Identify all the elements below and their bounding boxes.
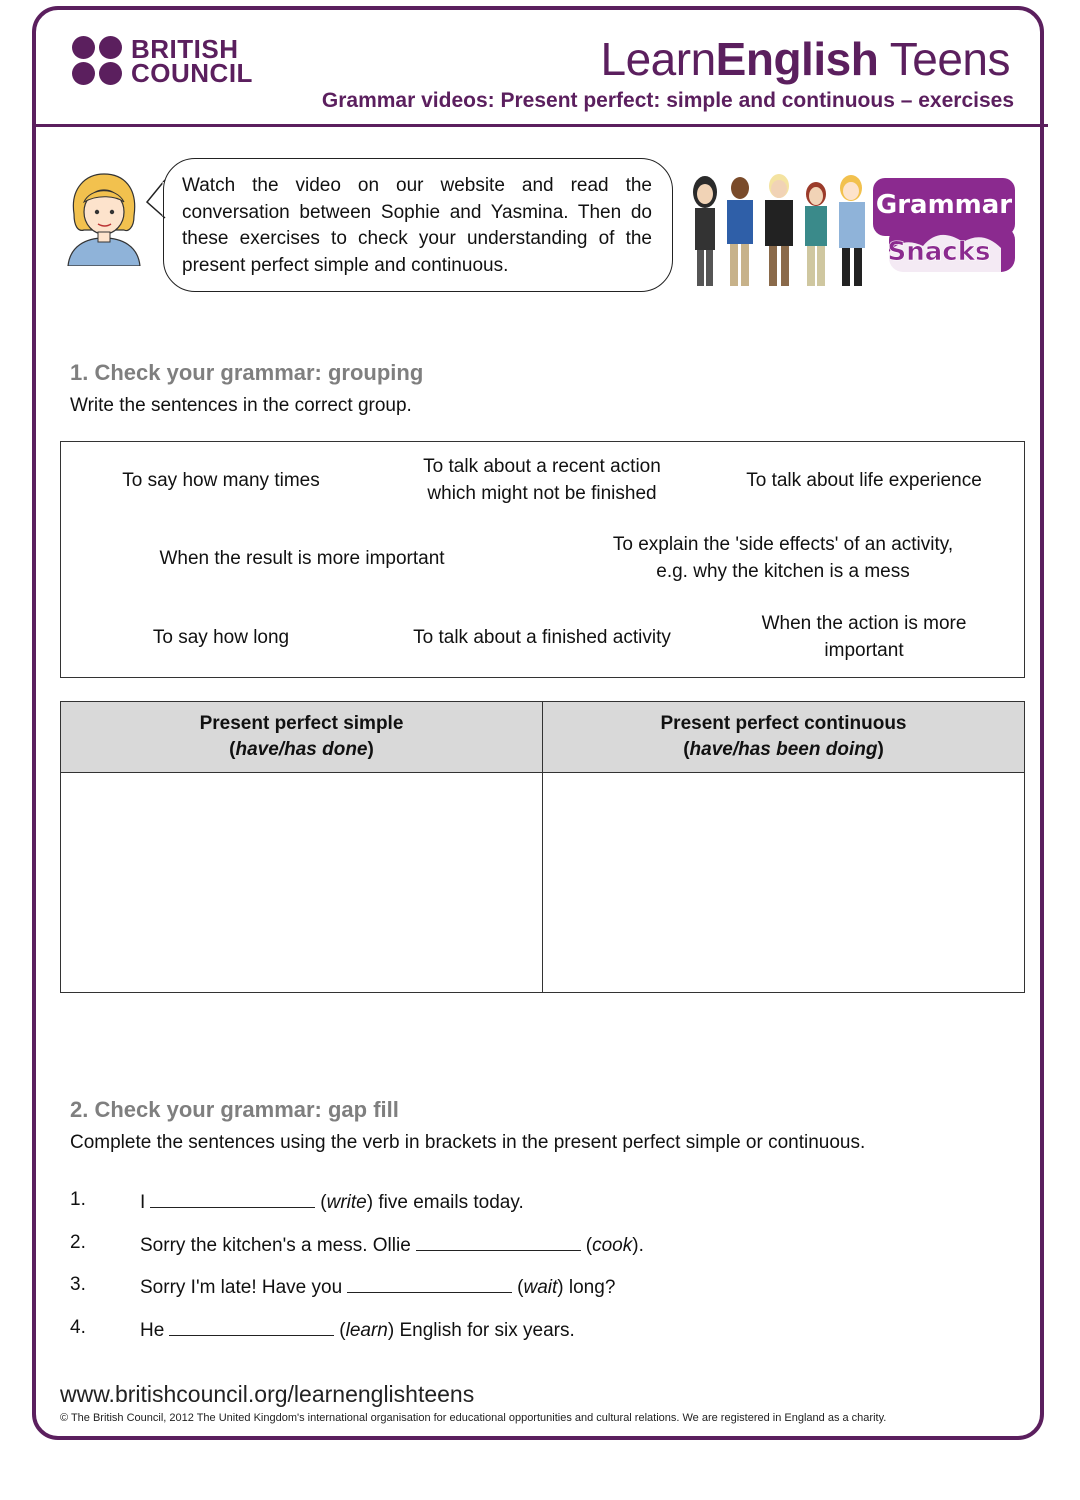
british-council-logo [72,33,253,88]
site-title: LearnEnglish Teens [600,33,1010,85]
answer-blank[interactable] [169,1317,334,1336]
logo-line-1: BRITISH [131,33,239,64]
sentence-item: To say how long [152,627,290,648]
column-header-simple: Present perfect simple (have/has done) [61,702,543,773]
sentence-item: When the action is more important [761,613,967,661]
footer-copyright: © The British Council, 2012 The United Kingdom's international organisation for educational opportunities and cultural relations. We are registered in England as a charity. [60,1412,887,1424]
answer-blank[interactable] [347,1274,512,1293]
answer-cell-simple[interactable] [61,773,543,993]
intro-speech-bubble: Watch the video on our website and read the conversation between Sophie and Yasmina. Then do these exercises to check your understanding of the present perfect simple and continuous. [163,158,673,292]
grouping-table [60,701,1025,993]
logo-line-2: COUNCIL [131,57,253,88]
badge-line-2: Snacks [887,237,991,267]
badge-line-1: Grammar [875,190,1013,220]
students-illustration-icon [693,174,865,286]
footer-url[interactable]: www.britishcouncil.org/learnenglishteens [60,1381,475,1407]
sentence-item: To talk about a recent action which might not be finished [423,456,661,504]
gap-item: 3. Sorry I'm late! Have you (wait) long? [70,1274,616,1298]
sentence-bank [60,441,1025,678]
sophie-avatar [64,170,144,266]
sentence-item: To talk about life experience [746,470,982,491]
page-subtitle: Grammar videos: Present perfect: simple and continuous – exercises [321,89,1014,112]
column-header-continuous: Present perfect continuous (have/has been doing) [543,702,1025,773]
answer-cell-continuous[interactable] [543,773,1025,993]
gap-item: 1. I (write) five emails today. [70,1189,524,1213]
section-2-title: 2. Check your grammar: gap fill [70,1097,399,1122]
gap-item: 2. Sorry the kitchen's a mess. Ollie (cook). [70,1232,644,1256]
sentence-item: To say how many times [122,470,320,491]
grammar-snacks-badge [683,164,1018,292]
answer-blank[interactable] [150,1189,315,1208]
section-2-instruction: Complete the sentences using the verb in brackets in the present perfect simple or continuous. [70,1132,866,1153]
answer-blank[interactable] [416,1232,581,1251]
header-divider [32,124,1048,127]
section-1-title: 1. Check your grammar: grouping [70,360,424,385]
sentence-item: To explain the 'side effects' of an activity, e.g. why the kitchen is a mess [612,534,954,582]
gap-item: 4. He (learn) English for six years. [70,1317,575,1341]
logo-dots-icon [72,36,123,85]
sentence-item: When the result is more important [159,548,445,569]
section-1-instruction: Write the sentences in the correct group. [70,395,412,416]
sentence-item: To talk about a finished activity [413,627,671,648]
